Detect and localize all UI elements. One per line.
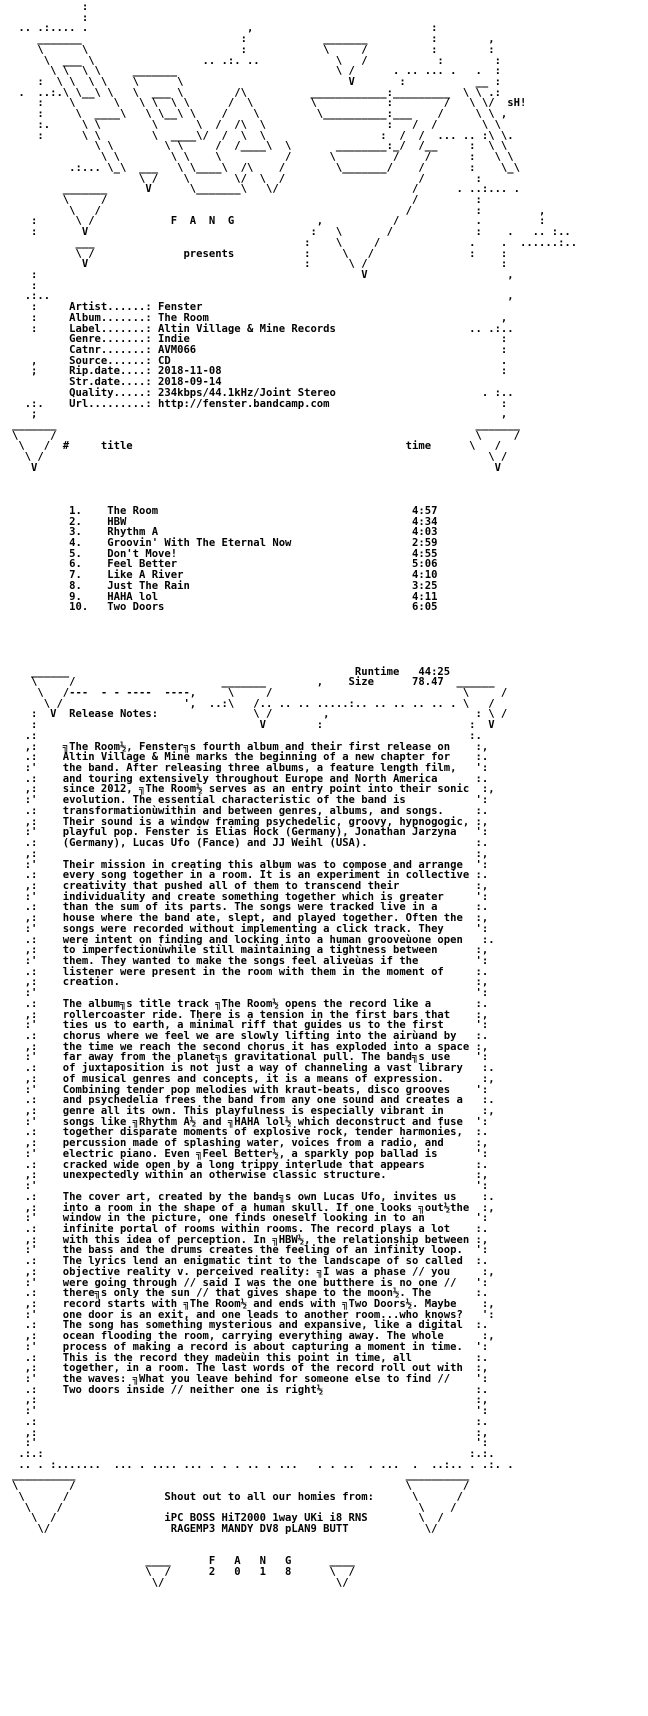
nfo-line: :' were going through // said I was the one butthere is no one // ': [12, 1276, 489, 1289]
nfo-line: \ / \ / [12, 451, 508, 464]
nfo-line: :' Combining tender pop melodies with kraut-beats, disco grooves ': [12, 1083, 489, 1096]
nfo-line: \ / Shout out to all our homies from: \ / [12, 1490, 463, 1503]
nfo-line: .: cracked wide open by a long trippy interlude that appears :. [12, 1158, 489, 1171]
nfo-line: . ..:.\ \__\ \ \ ___ \ /\ ____________:_________ \ \ .: [12, 86, 501, 99]
nfo-line: :' Their mission in creating this album was to compose and arrange ': [12, 858, 489, 871]
nfo-line: : [12, 279, 38, 292]
nfo-line: 9. HAHA lol 4:11 [12, 590, 438, 603]
nfo-line: \ \ \ \ / /____\ \ ________:_/ /__ : \ \ [12, 140, 508, 153]
nfo-line: 3. Rhythm A 4:03 [12, 526, 438, 539]
nfo-line: V V [12, 461, 501, 474]
nfo-line: ___ : \ / . . ......:.. [12, 236, 578, 249]
nfo-line: \ \ \ \ \ / \ / / : \ \ [12, 151, 514, 164]
nfo-line: : V Release Notes: \ / , : \ / [12, 708, 508, 721]
nfo-line: :' ': [12, 1437, 489, 1450]
nfo-line: :' electric piano. Even ╗Feel Better½, a sparkly pop ballad is ': [12, 1147, 489, 1160]
nfo-line: .: Two doors inside // neither one is right½ :. [12, 1383, 489, 1396]
nfo-line: .: listener were present in the room with them in the moment of :. [12, 965, 489, 978]
nfo-line: Quality.....: 234kbps/44.1kHz/Joint Stereo . :.. [12, 386, 514, 399]
nfo-line: 6. Feel Better 5:06 [12, 558, 438, 571]
nfo-line: : \ / F A N G , / . : [12, 215, 546, 228]
nfo-line: ,: ╗The Room½, Fenster╗s fourth album and their first release on :, [12, 740, 489, 753]
nfo-line: 4. Groovin' With The Eternal Now 2:59 [12, 536, 438, 549]
nfo-line: .: were intent on finding and locking into a human grooveùone open :. [12, 933, 495, 946]
nfo-line: \ / / : , [12, 204, 546, 217]
nfo-line: : Label.......: Altin Village & Mine Records .. .:.. [12, 322, 514, 335]
nfo-line: .: (Germany), Lucas Ufo (Fance) and JJ Weihl (USA). :. [12, 837, 489, 850]
nfo-line: .:.: :.:. [12, 1448, 495, 1461]
nfo-line: ,: :, [12, 1426, 489, 1439]
nfo-line: _______ : _______ : , [12, 33, 495, 46]
nfo-line: ____ F A N G ____ [12, 1555, 355, 1568]
nfo-line: \ / presents : \ / : : [12, 247, 508, 260]
nfo-line: ; , [12, 408, 508, 421]
nfo-line: .: The cover art, created by the band╗s own Lucas Ufo, invites us :. [12, 1190, 495, 1203]
nfo-line: ,: record starts with ╗The Room½ and ends with ╗Two Doors½. Maybe :, [12, 1297, 495, 1310]
nfo-line: \ / \ / [12, 429, 520, 442]
nfo-line: ,: creativity that pushed all of them to transcend their :, [12, 879, 489, 892]
nfo-line: : Album.......: The Room , [12, 311, 508, 324]
nfo-line: 2. HBW 4:34 [12, 515, 438, 528]
nfo-line: :' ties us to earth, a minimal riff that guides us to the first ': [12, 1019, 489, 1032]
nfo-line: :' far away from the planet╗s gravitational pull. The band╗s use ': [12, 1051, 489, 1064]
nfo-line: .:... \_\ ___ \ \____\ /\ / \_______/ / : \_\ [12, 161, 520, 174]
nfo-line: 1. The Room 4:57 [12, 504, 438, 517]
nfo-line: \ \ : \ / : : [12, 43, 495, 56]
nfo-line: , Source......: CD . [12, 354, 508, 367]
nfo-line: \ /--- - - ---- ----, \ / \ / [12, 687, 508, 699]
nfo-line: ,: creation. :, [12, 976, 489, 989]
nfo-line: 10. Two Doors 6:05 [12, 601, 438, 614]
nfo-line: .: :. [12, 1415, 489, 1428]
nfo-line: 7. Like A River 4:10 [12, 569, 438, 582]
nfo-line: .: Altin Village & Mine marks the beginning of a new chapter for :. [12, 751, 489, 764]
nfo-line: :' songs like ╗Rhythm A½ and ╗HAHA lol½ which deconstruct and fuse ': [12, 1115, 489, 1128]
nfo-line: ,: unexpectedly within an otherwise classic structure. :, [12, 1169, 489, 1182]
nfo-line: .: The album╗s title track ╗The Room½ opens the record like a :. [12, 997, 489, 1010]
nfo-line: :' ': [12, 1180, 489, 1193]
nfo-line: .: chorus where we feel we are slowly lifting into the airùand by :. [12, 1030, 489, 1042]
nfo-line: V : \ / : [12, 258, 508, 271]
nfo-line: .. . :....... ... . .... ... . . . .. . ... . . .. . ... . ..:.. . .:. . [12, 1458, 514, 1471]
nfo-line: :' ': [12, 1405, 489, 1418]
nfo-line: :' ': [12, 987, 489, 1000]
nfo-line: \ / iPC BOSS HiT2000 1way UKi i8 RNS \ / [12, 1512, 444, 1525]
nfo-line: \ / \ / [12, 1501, 457, 1514]
nfo-line: Catnr.......: AVM066 : [12, 344, 508, 356]
nfo-line: : \ \ \ \ \ \ / \ \ : / \ \/ sH! [12, 97, 527, 110]
nfo-line: : \ \ \ \ \ \ V : __ : [12, 76, 501, 89]
nfo-line: _______ V \_______\ \/ / . ..:... . [12, 183, 520, 196]
nfo-line: ,: with this idea of perception. In ╗HBW½, the relationship between :, [12, 1233, 489, 1246]
nfo-line: .: of juxtaposition is not just a way of channeling a vast library :. [12, 1062, 495, 1075]
nfo-line: \ / # title time \ / [12, 440, 501, 453]
nfo-line: .: and touring extensively throughout Europe and North America :. [12, 772, 489, 785]
nfo-line: ______ Runtime 44:25 [12, 665, 451, 678]
nfo-line: : [12, 1, 89, 13]
nfo-line: :' the bass and the drums creates the feeling of an infinity loop. ': [12, 1244, 489, 1257]
nfo-line: :' the waves: ╗What you leave behind for someone else to find // ': [12, 1373, 489, 1385]
nfo-line: \ / \ / [12, 1480, 470, 1493]
nfo-line: \ / _______ , Size 78.47 ______ [12, 676, 495, 689]
nfo-line: .. .:.... . , : [12, 22, 438, 35]
nfo-line: \ / / : [12, 193, 482, 206]
nfo-line: ,: genre all its own. This playfulness is especially vibrant in :, [12, 1105, 495, 1118]
nfo-line: .: and psychedelia frees the band from any one sound and creates a :. [12, 1094, 495, 1107]
nfo-line: ,: Their sound is a window framing psychedelic, groovy, hypnogogic, :, [12, 815, 489, 828]
nfo-line: :' individuality and create something together which is greater ': [12, 890, 489, 903]
nfo-line: \ ___ \ .. .:. .. \ / : : [12, 54, 501, 67]
nfo-line: .: This is the record they madeùin this point in time, all :. [12, 1351, 489, 1364]
nfo-line: : V , [12, 268, 514, 281]
nfo-line: ,: house where the band ate, slept, and played together. Often the :, [12, 912, 489, 925]
nfo-line: .: than the sum of its parts. The songs were tracked live in a :. [12, 901, 489, 914]
nfo-line: .: transformationùwithin and between genres, albums, and songs. :. [12, 804, 489, 817]
nfo-line: ,: objective reality v. perceived reality: ╗I was a phase // you :, [12, 1265, 495, 1278]
nfo-line: .: there╗s only the sun // that gives shape to the moon½. The :. [12, 1287, 489, 1300]
nfo-line: _______ _______ [12, 419, 520, 432]
nfo-line: :' process of making a record is about capturing a moment in time. ': [12, 1340, 489, 1353]
nfo-line: 8. Just The Rain 3:25 [12, 579, 438, 592]
nfo-line: ,: to imperfectionùwhile still maintaining a tightness between :, [12, 944, 489, 957]
nfo-line: \ \ \ \ _______ \ / . .. ... . . : [12, 65, 501, 78]
nfo-line: \ / 2 0 1 8 \ / [12, 1565, 355, 1578]
nfo-line: 5. Don't Move! 4:55 [12, 547, 438, 560]
nfo-line: :' songs were recorded without implementing a click track. They ': [12, 922, 489, 935]
nfo-line: :. \ \ \ \ / /\ \ : / / \ \ [12, 118, 501, 131]
nfo-line: ,: together, in a room. The last words of the record roll out with :, [12, 1362, 489, 1375]
nfo-line: ,: since 2012, ╗The Room½ serves as an entry point into their sonic :, [12, 783, 495, 796]
nfo-line: ,: of musical genres and concepts, it is a means of expression. :, [12, 1072, 495, 1085]
nfo-line: \/ RAGEMP3 MANDY DV8 pLAN9 BUTT \/ [12, 1523, 438, 1536]
nfo-line: .: The song has something mysterious and expansive, like a digital :. [12, 1319, 489, 1332]
nfo-line: : \ ____\ \ \__\ \ / \ \__________:___ / \ \ , [12, 108, 508, 121]
nfo-line: : V : : V [12, 719, 495, 732]
nfo-line: Str.date....: 2018-09-14 [12, 376, 222, 389]
nfo-line: .: :. [12, 729, 482, 742]
nfo-release-text [12, 2, 577, 1588]
nfo-line: : V : \ / : . .. :.. [12, 226, 571, 239]
nfo-line: ,: :, [12, 847, 489, 860]
nfo-line: .: The lyrics lend an enigmatic tint to the landscape of so called :. [12, 1255, 489, 1268]
nfo-line: ,: ocean flooding the room, carrying everything away. The whole :, [12, 1330, 495, 1343]
nfo-line: .: every song together in a room. It is an experiment in collective :. [12, 869, 489, 882]
nfo-line: :' the band. After releasing three albums, a feature length film, ': [12, 762, 489, 775]
nfo-line: :' one door is an exit, and one leads to another room...who knows? ': [12, 1308, 495, 1321]
nfo-line: \ / \ \/ \ / / : [12, 172, 482, 185]
nfo-line: ,: percussion made of splashing water, voices from a radio, and :, [12, 1137, 489, 1150]
nfo-line: .:.. , [12, 290, 514, 303]
nfo-line: __________ __________ [12, 1469, 470, 1482]
nfo-line: .: infinite portal of rooms within rooms. The record plays a lot :. [12, 1222, 489, 1235]
nfo-line: .:. Url.........: http://fenster.bandcamp.com : [12, 397, 508, 410]
nfo-line: ; Rip.date....: 2018-11-08 : [12, 365, 508, 378]
nfo-line: Genre.......: Indie : [12, 333, 508, 346]
nfo-line: : [12, 11, 89, 24]
nfo-line: :' window in the picture, one finds oneself looking in to an ': [12, 1212, 489, 1225]
nfo-line: ,: :, [12, 1394, 489, 1407]
nfo-line: :' evolution. The essential characteristic of the band is ': [12, 794, 489, 807]
nfo-line: ,: into a room in the shape of a human skull. If one looks ╗out½the :, [12, 1201, 495, 1214]
nfo-line: \/ \/ [12, 1576, 349, 1589]
nfo-line: ,: rollercoaster ride. There is a tension in the first bars that :, [12, 1008, 489, 1021]
nfo-line: \ / ', ..:\ /.. .. .. .....:.. .. .. .. .. . \ / [12, 697, 495, 710]
nfo-line: : Artist......: Fenster [12, 301, 203, 314]
nfo-line: ,: the time we reach the second chorus it has exploded into a space :, [12, 1040, 489, 1053]
nfo-line: : \ \ \ ____\/ / \ \ : / / ... .. :\ \. [12, 129, 514, 142]
nfo-line: :' them. They wanted to make the songs feel aliveùas if the ': [12, 954, 489, 967]
nfo-line: .: together disparate moments of explosive rock, tender harmonies, :. [12, 1126, 489, 1139]
nfo-line: :' playful pop. Fenster is Elias Hock (Germany), Jonathan Jarzyna ': [12, 826, 489, 839]
